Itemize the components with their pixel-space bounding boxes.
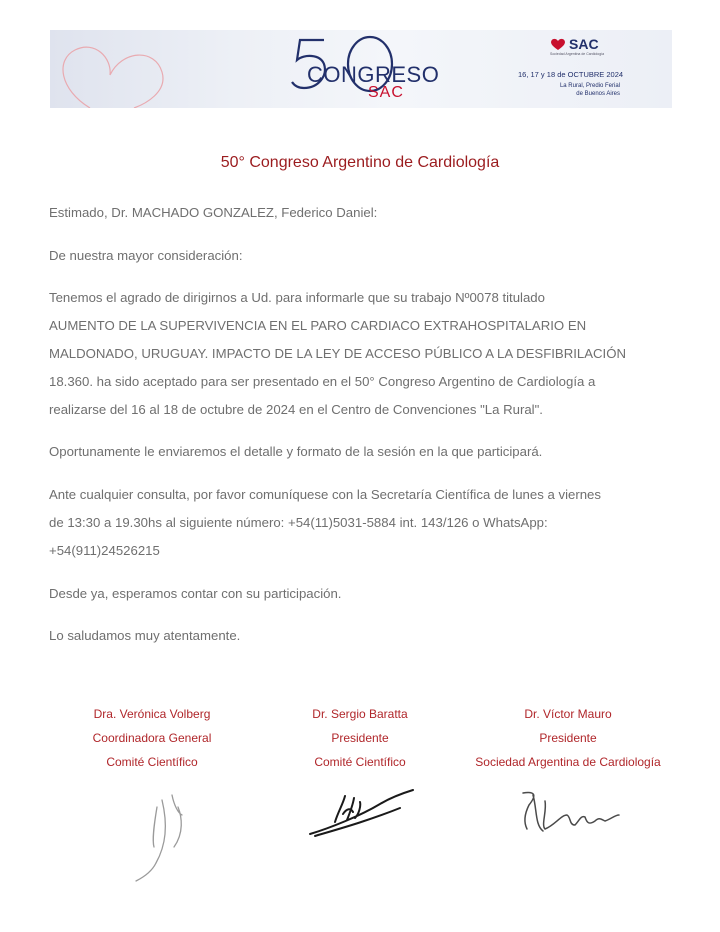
signatory-name: Dr. Sergio Baratta — [312, 707, 408, 721]
signatory-volberg — [42, 702, 262, 774]
contact-line-3: +54(911)24526215 — [49, 543, 160, 558]
signatory-role: Coordinadora General — [92, 731, 212, 745]
acceptance-line-4: 18.360. ha sido aceptado para ser presentado en el 50° Congreso Argentino de Cardiología a — [49, 374, 596, 389]
signature-mauro — [515, 785, 625, 840]
header-banner — [50, 30, 672, 108]
closing: Lo saludamos muy atentamente. — [49, 628, 241, 643]
greeting: De nuestra mayor consideración: — [49, 248, 243, 263]
acceptance-paragraph — [49, 284, 672, 424]
contact-line-1: Ante cualquier consulta, por favor comuníquese con la Secretaría Científica de lunes a viernes — [49, 487, 601, 502]
contact-line-2: de 13:30 a 19.30hs al siguiente número: +54(11)5031-5884 int. 143/126 o WhatsApp: — [49, 515, 548, 530]
signatory-name: Dra. Verónica Volberg — [93, 707, 211, 721]
signatory-name: Dr. Víctor Mauro — [524, 707, 612, 721]
venue-line-1: La Rural, Predio Ferial — [559, 83, 620, 89]
heart-icon — [550, 38, 566, 51]
signatory-baratta — [250, 702, 470, 774]
signature-baratta — [305, 784, 420, 844]
signatory-body: Sociedad Argentina de Cardiología — [475, 755, 661, 769]
sac-brand-subtitle: Sociedad Argentina de Cardiología — [550, 52, 605, 56]
heart-outline-graphic — [50, 30, 180, 108]
signatory-role: Presidente — [539, 731, 597, 745]
salutation: Estimado, Dr. MACHADO GONZALEZ, Federico Daniel: — [49, 205, 378, 220]
event-venue — [530, 82, 620, 98]
signatory-body: Comité Científico — [314, 755, 406, 769]
signature-volberg — [112, 785, 202, 885]
letter-title: 50° Congreso Argentino de Cardiología — [220, 154, 500, 171]
signatory-role: Presidente — [331, 731, 389, 745]
logo-congreso-text: CONGRESO — [307, 62, 440, 87]
contact-paragraph — [49, 481, 672, 565]
session-note: Oportunamente le enviaremos el detalle y formato de la sesión en la que participará. — [49, 444, 543, 459]
venue-line-2: de Buenos Aires — [576, 91, 620, 97]
logo-sac-text: SAC — [368, 84, 404, 101]
acceptance-line-2: AUMENTO DE LA SUPERVIVENCIA EN EL PARO CARDIACO EXTRAHOSPITALARIO EN — [49, 318, 587, 333]
signatory-body: Comité Científico — [106, 755, 198, 769]
acceptance-line-3: MALDONADO, URUGUAY. IMPACTO DE LA LEY DE ACCESO PÚBLICO A LA DESFIBRILACIÓN — [49, 346, 626, 361]
acceptance-line-1: Tenemos el agrado de dirigirnos a Ud. para informarle que su trabajo Nº0078 titulado — [49, 290, 545, 305]
acceptance-line-5: realizarse del 16 al 18 de octubre de 2024 en el Centro de Convenciones "La Rural". — [49, 402, 543, 417]
closing-hope: Desde ya, esperamos contar con su participación. — [49, 586, 342, 601]
signatory-mauro — [458, 702, 678, 774]
event-dates: 16, 17 y 18 de OCTUBRE 2024 — [518, 70, 624, 79]
sac-brand-name: SAC — [569, 36, 599, 52]
